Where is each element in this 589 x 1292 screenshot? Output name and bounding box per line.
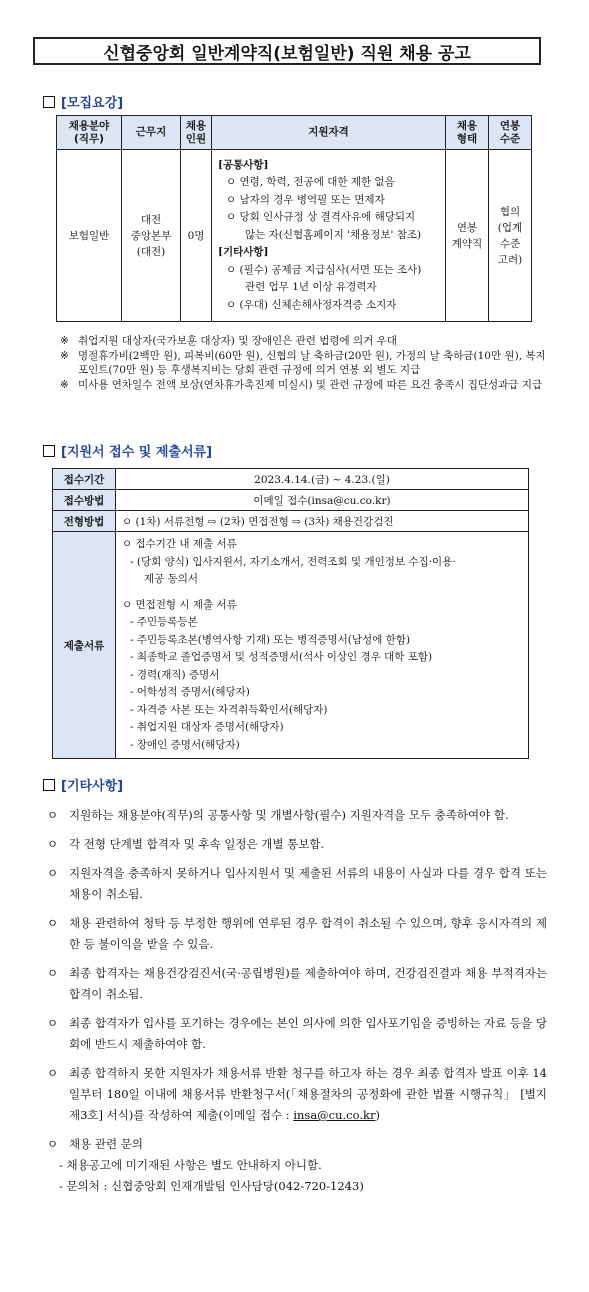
email-link[interactable]: insa@cu.co.kr <box>293 1108 376 1122</box>
cell-qualification <box>212 150 446 322</box>
header-count: 채용 인원 <box>181 116 212 150</box>
label-method: 접수방법 <box>53 490 116 511</box>
docs-interview-item: - 주민등록등본 <box>130 616 198 628</box>
label-docs: 제출서류 <box>53 532 116 759</box>
section-heading-etc <box>43 775 123 794</box>
bullet-icon: ㅇ <box>226 211 237 224</box>
docs-interview-item: - 장애인 증명서(해당자) <box>130 738 240 751</box>
bullet-icon: ㅇ <box>47 1016 59 1030</box>
docs-interview-item: - 어학성적 증명서(해당자) <box>130 686 250 698</box>
etc-list <box>47 805 547 1197</box>
value-docs <box>116 532 529 759</box>
bullet-icon: ㅇ <box>47 1066 59 1080</box>
etc-item: ㅇ 각 전형 단계별 합격자 및 후속 일정은 개별 통보함. <box>47 834 547 855</box>
common-item-cont: 않는 자(신협홈페이지 '채용정보' 참조) <box>245 228 422 241</box>
section-heading-text: [모집요강] <box>61 96 124 111</box>
bullet-icon: ㅇ <box>226 193 237 206</box>
bullet-icon: ㅇ <box>122 538 133 550</box>
docs-period-item: - (당회 양식) 입사지원서, 자기소개서, 전력조회 및 개인정보 수집·이용· <box>130 555 456 568</box>
note-mark-icon: ※ <box>60 349 69 362</box>
cell-type: 연봉 계약직 <box>446 150 489 322</box>
etc-item-last: 최종 합격하지 못한 지원자가 채용서류 반환 청구를 하고자 하는 경우 최종 합격자 발표 이후 14일부터 180일 이내에 채용서류 반환청구서(「채용절차의 공정화에 관한 법률 시행규칙」 [별지 제3호] 서식)를 작성하여 제출(이메일 접수 : insa@cu.co.kr) <box>69 1066 547 1122</box>
cell-salary: 협의 (업계 수준 고려) <box>489 150 532 322</box>
docs-interview-item: - 경력(재직) 증명서 <box>130 668 220 681</box>
bullet-icon: ㅇ <box>226 298 237 311</box>
header-salary: 연봉 수준 <box>489 116 532 150</box>
note-mark-icon: ※ <box>60 335 69 347</box>
section-heading-recruit <box>43 92 123 111</box>
common-item: ㅇ 남자의 경우 병역필 또는 면제자 <box>226 193 385 206</box>
bullet-icon: ㅇ <box>47 1137 59 1151</box>
etc-item: ㅇ 지원자격을 충족하지 못하거나 입사지원서 및 제출된 서류의 내용이 사실과 다를 경우 합격 또는 채용이 취소됨. <box>47 863 547 905</box>
docs-interview-title: ㅇ 면접전형 시 제출 서류 <box>122 598 237 611</box>
etc-item <box>47 1063 547 1126</box>
checkbox-square-icon <box>43 779 55 791</box>
note-mark-icon: ※ <box>60 378 69 391</box>
notes-list <box>60 334 548 392</box>
note-item: ※ 명절휴가비(2백만 원), 피복비(60만 원), 신협의 날 축하금(20만 원), 가정의 날 축하금(10만 원), 복지포인트(70만 원) 등 후생복지비는 당회 관련 규정에 의거 연봉 외 별도 지급 <box>60 349 546 377</box>
bullet-icon: ㅇ <box>47 866 59 880</box>
bullet-icon: ㅇ <box>47 808 59 822</box>
docs-period-item-cont: 제공 동의서 <box>144 573 199 585</box>
cell-location: 대전 중앙본부 (대전) <box>122 150 181 322</box>
common-item: ㅇ 당회 인사규정 상 결격사유에 해당되지 <box>226 211 416 224</box>
section-heading-text: [기타사항] <box>61 779 124 794</box>
application-table <box>52 468 529 759</box>
etc-item-inquiry: ㅇ 채용 관련 문의 <box>47 1134 547 1155</box>
etc-item: ㅇ 채용 관련하여 청탁 등 부정한 행위에 연루된 경우 합격이 취소될 수 있으며, 향후 응시자격의 제한 등 불이익을 받을 수 있음. <box>47 913 547 955</box>
docs-period-title: ㅇ 접수기간 내 제출 서류 <box>122 538 237 550</box>
etc-item: ㅇ 최종 합격자가 입사를 포기하는 경우에는 본인 의사에 의한 입사포기임을 증빙하는 자료 등을 당회에 반드시 제출하여야 함. <box>47 1013 547 1055</box>
bullet-icon: ㅇ <box>47 837 59 851</box>
value-process: ㅇ (1차) 서류전형 ⇨ (2차) 면접전형 ⇨ (3차) 채용건강검진 <box>116 511 529 532</box>
value-method: 이메일 접수(insa@cu.co.kr) <box>116 490 529 511</box>
etc-item: ㅇ 지원하는 채용분야(직무)의 공통사항 및 개별사항(필수) 지원자격을 모두 충족하여야 함. <box>47 805 547 826</box>
value-period: 2023.4.14.(금) ~ 4.23.(일) <box>116 469 529 490</box>
checkbox-square-icon <box>43 445 55 457</box>
label-period: 접수기간 <box>53 469 116 490</box>
cell-count: 0명 <box>181 150 212 322</box>
docs-interview-item: - 최종학교 졸업증명서 및 성적증명서(석사 이상인 경우 대학 포함) <box>130 651 433 663</box>
other-title: [기타사항] <box>218 246 269 259</box>
section-heading-text: [지원서 접수 및 제출서류] <box>61 445 213 460</box>
header-qualification: 지원자격 <box>212 116 446 150</box>
bullet-icon: ㅇ <box>226 176 237 189</box>
page-title: 신협중앙회 일반계약직(보험일반) 직원 채용 공고 <box>33 37 541 65</box>
docs-interview-item: - 취업지원 대상자 증명서(해당자) <box>130 721 284 733</box>
header-location: 근무지 <box>122 116 181 150</box>
other-item: ㅇ (필수) 공제금 지급심사(서면 또는 조사) <box>226 263 422 276</box>
docs-interview-item: - 주민등록초본(병역사항 기재) 또는 병적증명서(남성에 한함) <box>130 633 411 646</box>
checkbox-square-icon <box>43 96 55 108</box>
bullet-icon: ㅇ <box>47 966 59 980</box>
header-field: 채용분야 (직무) <box>57 116 122 150</box>
other-item: ㅇ (우대) 신체손해사정자격증 소지자 <box>226 298 397 311</box>
cell-field: 보험일반 <box>57 150 122 322</box>
other-item-cont: 관련 업무 1년 이상 유경력자 <box>245 281 377 294</box>
note-item: ※ 취업지원 대상자(국가보훈 대상자) 및 장애인은 관련 법령에 의거 우대 <box>60 335 397 347</box>
bullet-icon: ㅇ <box>226 263 237 276</box>
label-process: 전형방법 <box>53 511 116 532</box>
header-type: 채용 형태 <box>446 116 489 150</box>
common-item: ㅇ 연령, 학력, 전공에 대한 제한 없음 <box>226 176 395 189</box>
recruit-table <box>56 115 532 322</box>
docs-interview-item: - 자격증 사본 또는 자격취득확인서(해당자) <box>130 703 328 716</box>
inquiry-line: - 문의처 : 신협중앙회 인재개발팀 인사담당(042-720-1243) <box>59 1179 364 1193</box>
bullet-icon: ㅇ <box>122 598 133 611</box>
section-heading-application <box>43 441 212 460</box>
common-title: [공통사항] <box>218 158 269 171</box>
note-item: ※ 미사용 연차일수 전액 보상(연차휴가촉진제 미실시) 및 관련 규정에 따른 요건 충족시 집단성과급 지급 <box>60 378 543 391</box>
inquiry-line: - 채용공고에 미기재된 사항은 별도 안내하지 아니함. <box>59 1158 322 1172</box>
etc-item: ㅇ 최종 합격자는 채용건강검진서(국·공립병원)를 제출하여야 하며, 건강검진결과 채용 부적격자는 합격이 취소됨. <box>47 963 547 1005</box>
bullet-icon: ㅇ <box>47 916 59 930</box>
